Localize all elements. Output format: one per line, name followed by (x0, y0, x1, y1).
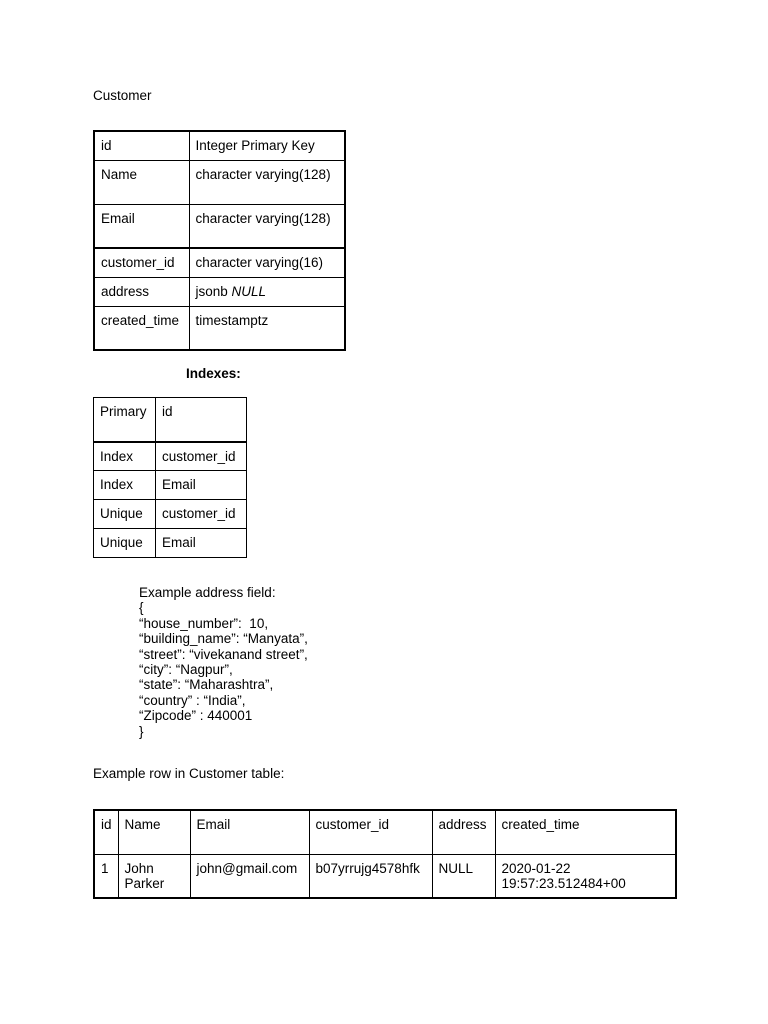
example-address-line: } (139, 723, 144, 739)
example-address-line: “house_number”: 10, (139, 615, 269, 631)
customer-schema-table (93, 130, 346, 351)
column-header-id: id (94, 810, 118, 854)
example-row-label: Example row in Customer table: (93, 766, 285, 781)
table-row (94, 442, 247, 471)
schema-type-cell (189, 277, 345, 306)
schema-field-cell: Email (94, 204, 189, 248)
schema-field-cell: id (94, 131, 189, 160)
column-header-created-time: created_time (495, 810, 676, 854)
cell-address: NULL (432, 854, 495, 898)
table-row (94, 500, 247, 529)
example-address-line: “building_name”: “Manyata”, (139, 631, 308, 647)
schema-type-cell: Integer Primary Key (189, 131, 345, 160)
index-kind-cell: Unique (94, 529, 156, 558)
example-address-line: “city”: “Nagpur”, (139, 662, 233, 678)
cell-id: 1 (94, 854, 118, 898)
cell-created-time: 2020-01-22 19:57:23.512484+00 (495, 854, 676, 898)
index-column-cell: customer_id (156, 500, 247, 529)
schema-type-cell: character varying(128) (189, 160, 345, 204)
indexes-table (93, 397, 247, 558)
index-kind-cell: Primary (94, 398, 156, 442)
index-kind-cell: Unique (94, 500, 156, 529)
table-row (94, 160, 345, 204)
schema-type-null: NULL (231, 283, 267, 299)
example-address-line: “country” : “India”, (139, 692, 246, 708)
index-column-cell: Email (156, 529, 247, 558)
schema-type-cell: character varying(128) (189, 204, 345, 248)
example-address-block (139, 585, 308, 739)
schema-type-cell: timestamptz (189, 306, 345, 350)
table-row (94, 854, 676, 898)
page-title: Customer (93, 88, 152, 103)
index-column-cell: Email (156, 471, 247, 500)
table-row (94, 131, 345, 160)
column-header-email: Email (190, 810, 309, 854)
table-row (94, 471, 247, 500)
cell-name: John Parker (118, 854, 190, 898)
schema-field-cell: created_time (94, 306, 189, 350)
column-header-address: address (432, 810, 495, 854)
cell-email: john@gmail.com (190, 854, 309, 898)
example-row-table (93, 809, 677, 899)
table-row (94, 529, 247, 558)
example-address-line: { (139, 600, 144, 616)
schema-field-cell: Name (94, 160, 189, 204)
table-row (94, 306, 345, 350)
table-row (94, 248, 345, 277)
table-row (94, 204, 345, 248)
schema-type-text: jsonb (195, 283, 228, 299)
index-column-cell: customer_id (156, 442, 247, 471)
indexes-heading: Indexes: (186, 366, 241, 381)
cell-customer-id: b07yrrujg4578hfk (309, 854, 432, 898)
example-address-line: “Zipcode” : 440001 (139, 708, 253, 724)
schema-field-cell: customer_id (94, 248, 189, 277)
column-header-customer-id: customer_id (309, 810, 432, 854)
schema-type-cell: character varying(16) (189, 248, 345, 277)
table-row (94, 398, 247, 442)
index-column-cell: id (156, 398, 247, 442)
table-header-row (94, 810, 676, 854)
index-kind-cell: Index (94, 442, 156, 471)
table-row (94, 277, 345, 306)
example-address-line: “state”: “Maharashtra”, (139, 677, 274, 693)
column-header-name: Name (118, 810, 190, 854)
index-kind-cell: Index (94, 471, 156, 500)
schema-field-cell: address (94, 277, 189, 306)
example-address-line: “street”: “vivekanand street”, (139, 646, 308, 662)
example-address-label: Example address field: (139, 585, 276, 600)
